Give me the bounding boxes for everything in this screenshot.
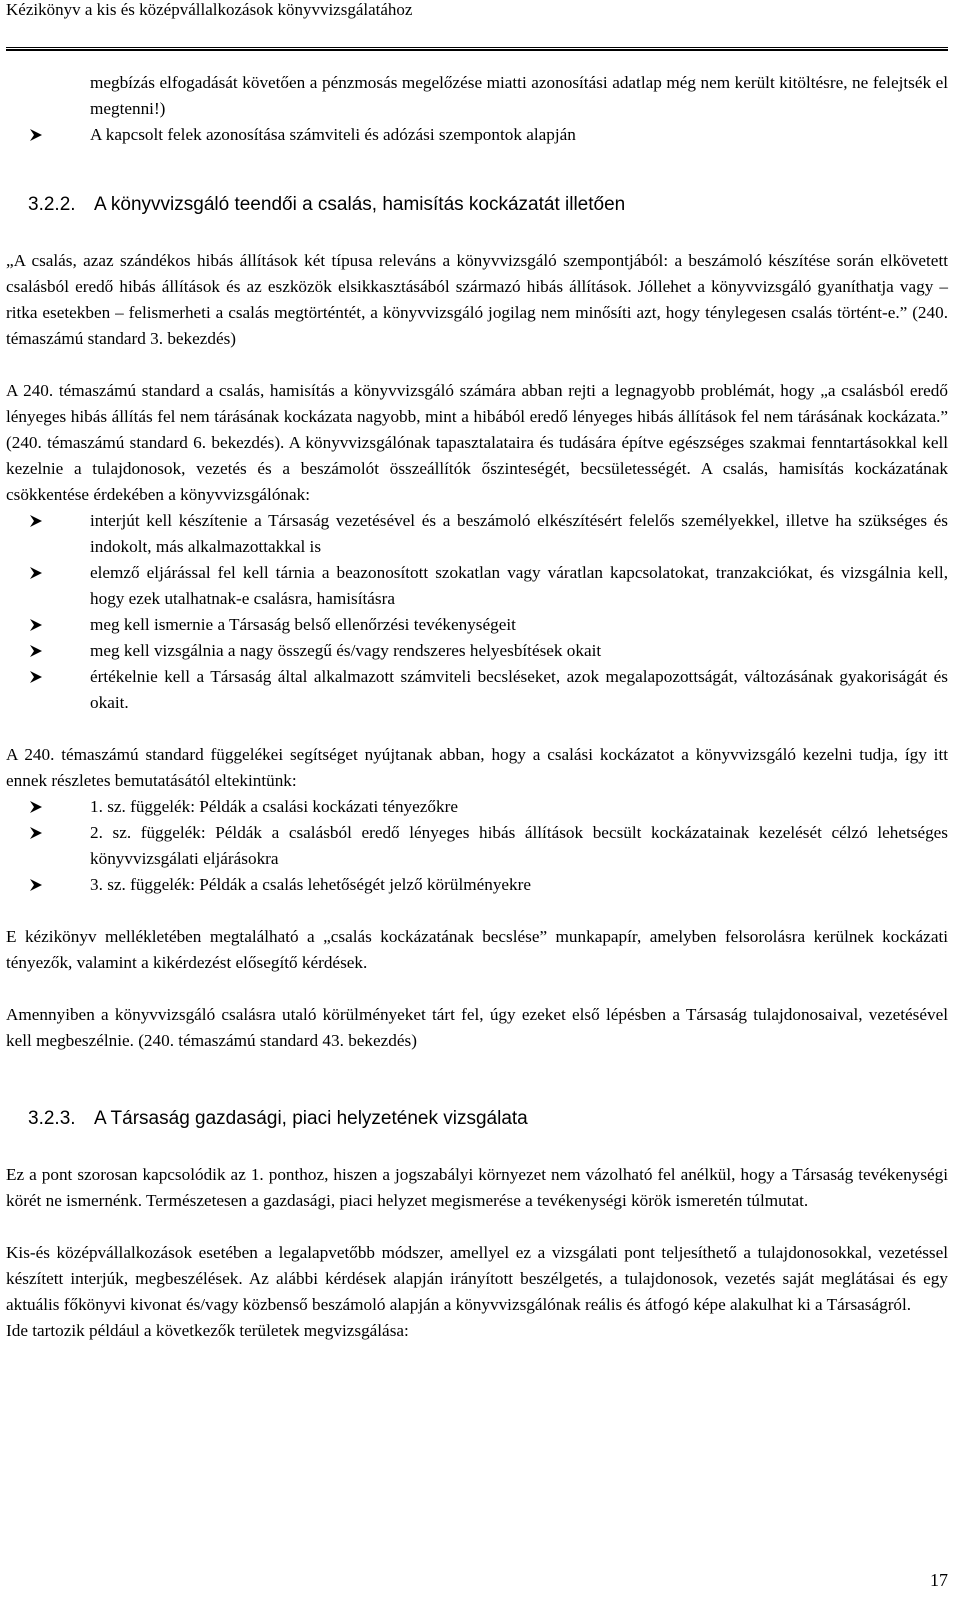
arrowhead-bullet-icon [28,643,44,659]
arrowhead-bullet-icon [28,825,44,841]
appendix-list [6,794,948,898]
paragraph-sme-methods: Kis-és középvállalkozások esetében a legalapvetőbb módszer, amellyel ez a vizsgálati pont teljesíthető a tulajdonosokkal, vezetéssel készített interjúk, megbeszélések. Az alábbi kérdések alapján irányított beszélgetés, a tulajdonosok, vezetés saját meglátásai és egy aktuális főkönyvi kivonat és/vagy közbenső beszámoló alapján a könyvvizsgálónak reális és átfogó képe alakulhat ki a Társaságról. [6,1243,948,1314]
paragraph-discussion: Amennyiben a könyvvizsgáló csalásra utaló körülményeket tárt fel, úgy ezeket első lépésben a Társaság tulajdonosaival, vezetésével kell megbeszélnie. (240. témaszámú standard 43. bekezdés) [6,1005,948,1050]
list-item [6,794,948,820]
paragraph-areas-intro: Ide tartozik például a következők területek megvizsgálása: [6,1321,409,1340]
arrowhead-bullet-icon [28,127,44,143]
paragraph-worksheet: E kézikönyv mellékletében megtalálható a „csalás kockázatának becslése” munkapapír, amelyben felsorolásra kerülnek kockázati tényezők, valamint a kikérdezést elősegítő kérdések. [6,927,948,972]
list-item [6,820,948,872]
intro-continuation: megbízás elfogadását követően a pénzmosás megelőzése miatti azonosítási adatlap még nem került kitöltésre, ne felejtsék el megtenni!) [90,73,948,118]
arrowhead-bullet-icon [28,669,44,685]
list-item-text: 1. sz. függelék: Példák a csalási kockázati tényezőkre [90,797,458,816]
section-number: 3.2.2. [28,194,76,215]
header-rule [6,47,948,48]
list-item [6,612,948,638]
arrowhead-bullet-icon [28,617,44,633]
auditor-tasks-list [6,508,948,716]
list-item [6,508,948,560]
intro-bullet-list [6,122,948,148]
list-item-text: interjút kell készítenie a Társaság vezetésével és a beszámoló elkészítésért felelős személyekkel, illetve ha szükséges és indokolt, más alkalmazottakkal is [90,511,948,556]
paragraph-quote-240-3: „A csalás, azaz szándékos hibás állítások két típusa releváns a könyvvizsgáló szempontjából: a beszámoló készítése során elkövetett csalásból eredő hibás állítások és az eszközök elsikkasztásából származó hibás állítások. Jóllehet a könyvvizsgáló gyaníthatja vagy –ritka esetekben – felismerheti a csalás megtörténtét, a könyvvizsgáló jogilag nem minősíti azt, hogy ténylegesen csalás történt-e.” (240. témaszámú standard 3. bekezdés) [6,251,948,348]
header-rule-thick [6,49,948,51]
list-item [6,664,948,716]
page-number: 17 [930,1570,948,1590]
list-item-text: 3. sz. függelék: Példák a csalás lehetőségét jelző körülményekre [90,875,531,894]
list-item-text: 2. sz. függelék: Példák a csalásból eredő lényeges hibás állítások becsült kockázatainak kezelését célzó lehetséges könyvvizsgálati eljárásokra [90,823,948,868]
list-item [6,872,948,898]
list-item-text: A kapcsolt felek azonosítása számviteli és adózási szempontok alapján [90,125,576,144]
section-title: A könyvvizsgáló teendői a csalás, hamisítás kockázatát illetően [94,194,626,215]
running-header: Kézikönyv a kis és középvállalkozások könyvvizsgálatához [6,0,413,19]
page-body [6,70,948,1344]
list-item-text: meg kell ismernie a Társaság belső ellenőrzési tevékenységeit [90,615,516,634]
section-heading-322 [6,192,948,218]
list-item-text: értékelnie kell a Társaság által alkalmazott számviteli becsléseket, azok megalapozottságát, változásának gyakoriságát és okait. [90,667,948,712]
paragraph-240-6: A 240. témaszámú standard a csalás, hamisítás a könyvvizsgáló számára abban rejti a legnagyobb problémát, hogy „a csalásból eredő lényeges hibás állítás fel nem tárásának kockázata nagyobb, mint a hibából eredő lényeges hibás állítások fel nem tárásának kockázata.” (240. témaszámú standard 6. bekezdés). A könyvvizsgálónak tapasztalataira és tudására építve egészséges szakmai fenntartásokkal kell kezelnie a tulajdonosok, vezetés és a beszámolót összeállítók őszinteségét, becsületességét. A csalás, hamisítás kockázatának csökkentése érdekében a könyvvizsgálónak: [6,381,948,504]
section-title: A Társaság gazdasági, piaci helyzetének vizsgálata [94,1108,528,1129]
list-item [6,122,948,148]
list-item [6,560,948,612]
arrowhead-bullet-icon [28,799,44,815]
paragraph-market-intro: Ez a pont szorosan kapcsolódik az 1. ponthoz, hiszen a jogszabályi környezet nem vázolható fel anélkül, hogy a Társaság tevékenységi körét ne ismernénk. Természetesen a gazdasági, piaci helyzet megismerése a tevékenységi körök ismeretén túlmutat. [6,1165,948,1210]
arrowhead-bullet-icon [28,513,44,529]
list-item-text: elemző eljárással fel kell tárnia a beazonosított szokatlan vagy váratlan kapcsolatokat, tranzakciókat, és vizsgálnia kell, hogy ezek utalhatnak-e csalásra, hamisításra [90,563,948,608]
arrowhead-bullet-icon [28,565,44,581]
section-number: 3.2.3. [28,1108,76,1129]
arrowhead-bullet-icon [28,877,44,893]
list-item [6,638,948,664]
paragraph-appendices: A 240. témaszámú standard függelékei segítséget nyújtanak abban, hogy a csalási kockázatot a könyvvizsgáló kezelni tudja, így itt ennek részletes bemutatásától eltekintünk: [6,745,948,790]
section-heading-323 [6,1106,948,1132]
list-item-text: meg kell vizsgálnia a nagy összegű és/vagy rendszeres helyesbítések okait [90,641,602,660]
